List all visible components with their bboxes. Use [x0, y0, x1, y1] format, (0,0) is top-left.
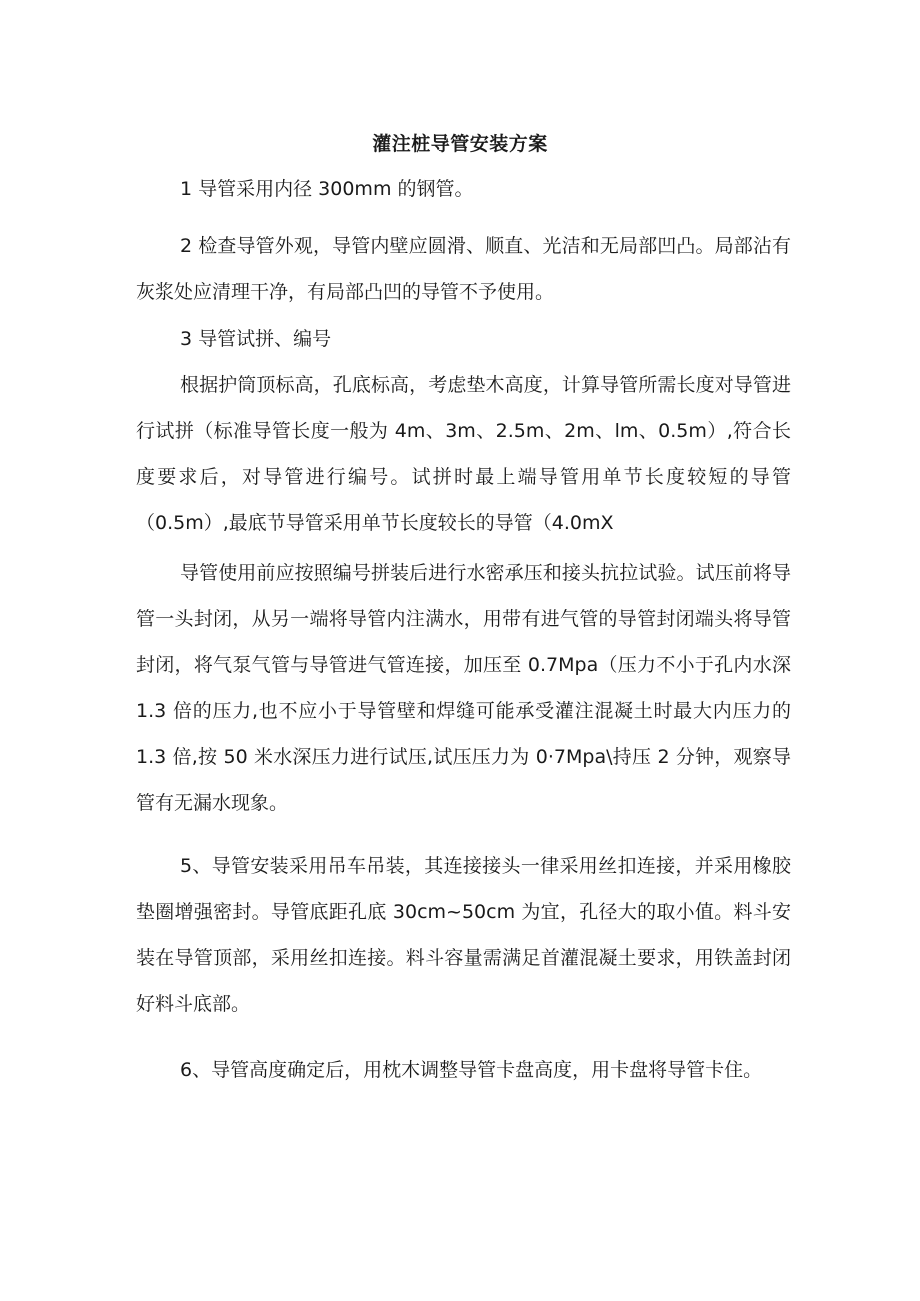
paragraph-6: 5、导管安装采用吊车吊装，其连接接头一律采用丝扣连接，并采用橡胶垫圈增强密封。导管底距孔底 30cm~50cm 为宜，孔径大的取小值。料斗安装在导管顶部，采用丝扣连接。料斗容量需满足首灌混凝土要求，用铁盖封闭好料斗底部。: [136, 855, 791, 1015]
paragraph-4: 根据护筒顶标高，孔底标高，考虑垫木高度，计算导管所需长度对导管进行试拼（标准导管长度一般为 4m、3m、2.5m、2m、lm、0.5m）,符合长度要求后，对导管进行编号。试拼时最上端导管用单节长度较短的导管（0.5m）,最底节导管采用单节长度较长的导管（4.0mX: [136, 374, 791, 534]
paragraph-1: 1 导管采用内径 300mm 的钢管。: [180, 178, 474, 200]
paragraph-2: 2 检查导管外观，导管内壁应圆滑、顺直、光洁和无局部凹凸。局部沾有灰浆处应清理干净，有局部凸凹的导管不予使用。: [136, 235, 791, 303]
paragraph-5: 导管使用前应按照编号拼装后进行水密承压和接头抗拉试验。试压前将导管一头封闭，从另一端将导管内注满水，用带有进气管的导管封闭端头将导管封闭，将气泵气管与导管进气管连接，加压至 0.7Mpa（压力不小于孔内水深 1.3 倍的压力,也不应小于导管壁和焊缝可能承受灌注混凝土时最大内压力的 1.3 倍,按 50 米水深压力进行试压,试压压力为 0·7Mpa\持压 2 分钟，观察导管有无漏水现象。: [136, 562, 791, 814]
document-title: 灌注桩导管安装方案: [372, 133, 548, 155]
paragraph-3: 3 导管试拼、编号: [180, 328, 332, 350]
paragraph-7: 6、导管高度确定后，用枕木调整导管卡盘高度，用卡盘将导管卡住。: [180, 1059, 763, 1081]
